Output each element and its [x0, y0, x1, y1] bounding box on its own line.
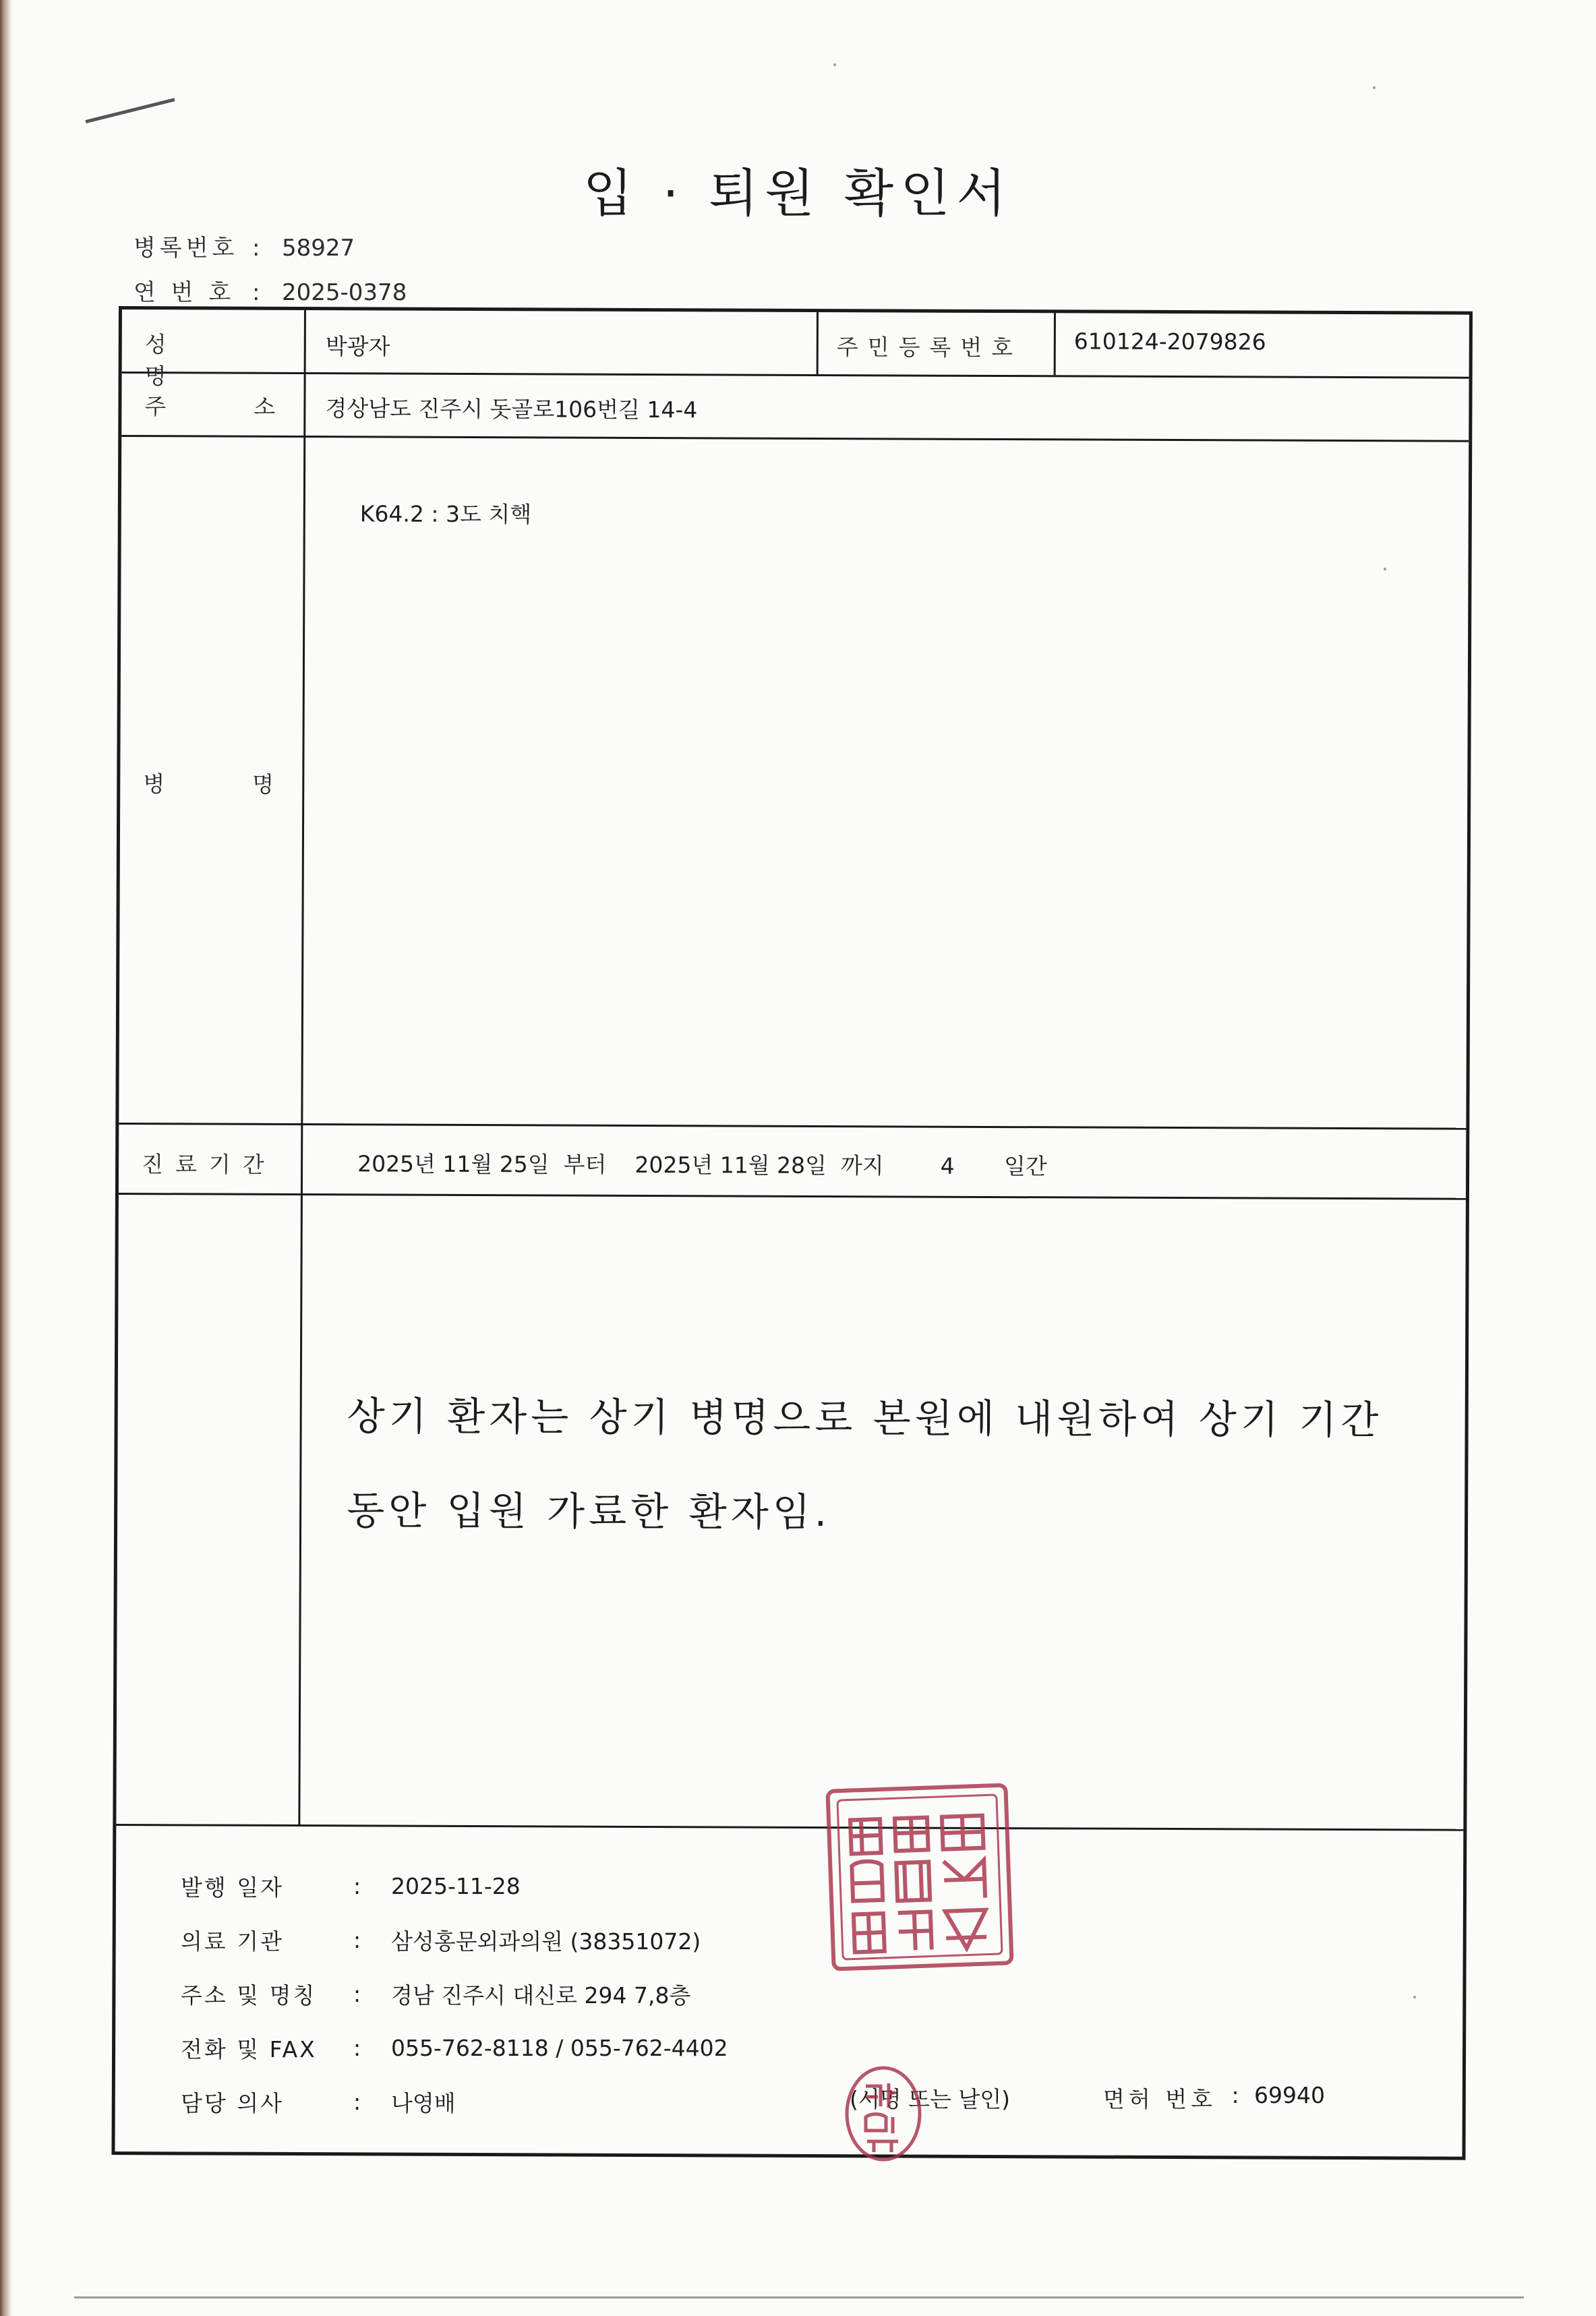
confirmation-statement — [347, 1369, 1383, 1562]
issue-date: 2025-11-28 — [391, 1873, 521, 1899]
row-divider — [122, 372, 1469, 379]
record-number-line: 병록번호 : 58927 — [134, 229, 355, 262]
row-divider — [119, 1193, 1466, 1200]
phone-fax: 055-762-8118 / 055-762-4402 — [391, 2035, 728, 2061]
scan-edge-shadow — [0, 0, 12, 2316]
record-number-label: 병록번호 — [134, 235, 239, 262]
rrn-label: 주민등록번호 — [836, 334, 1023, 361]
statement-line-2: 동안 입원 가료한 환자임. — [347, 1487, 831, 1536]
scan-speck — [1373, 86, 1376, 89]
statement-line-1: 상기 환자는 상기 병명으로 본원에 내원하여 상기 기간 — [347, 1393, 1383, 1444]
institution-name: 삼성홍문외과의원 (38351072) — [391, 1928, 701, 1955]
institution-seal-stamp — [822, 1779, 1017, 1975]
doctor-name: 나영배 — [391, 2090, 456, 2116]
address-label: 주소 — [144, 393, 363, 421]
license-line: 면허 번호 : 69940 — [1103, 2082, 1325, 2112]
period-label: 진료기간 — [142, 1151, 276, 1178]
patient-name: 박광자 — [325, 333, 390, 360]
serial-number-line: 연 번 호 : 2025-0378 — [134, 274, 407, 307]
phone-label: 전화 및 FAX — [181, 2036, 317, 2062]
issuer-address-label: 주소 및 명칭 — [181, 1982, 317, 2009]
record-number: 58927 — [282, 235, 355, 262]
issuer-address-row: 주소 및 명칭 : 경남 진주시 대신로 294 7,8층 — [181, 1978, 690, 2010]
patient-rrn: 610124-2079826 — [1073, 328, 1266, 355]
column-divider — [1054, 313, 1056, 375]
institution-label: 의료 기관 — [181, 1928, 285, 1955]
issue-date-row: 발행 일자 : 2025-11-28 — [181, 1870, 521, 1902]
serial-number-label: 연 번 호 — [134, 279, 235, 306]
doctor-seal-stamp — [841, 2063, 925, 2164]
serial-number: 2025-0378 — [282, 279, 407, 306]
license-number: 69940 — [1254, 2082, 1325, 2108]
treatment-period: 2025년 11월 25일 부터 2025년 11월 28일 까지 4 일간 — [357, 1150, 1047, 1180]
row-divider — [119, 1123, 1466, 1130]
diagnosis-text: K64.2 : 3도 치핵 — [359, 500, 532, 528]
patient-address: 경상남도 진주시 돗골로106번길 14-4 — [325, 395, 698, 423]
license-label: 면허 번호 — [1103, 2086, 1217, 2112]
doctor-row: 담당 의사 : 나영배 — [181, 2086, 456, 2118]
row-divider — [121, 435, 1469, 442]
row-divider — [116, 1824, 1463, 1831]
name-label — [145, 327, 280, 391]
phone-row: 전화 및 FAX : 055-762-8118 / 055-762-4402 — [181, 2032, 728, 2064]
institution-row: 의료 기관 : 삼성홍문외과의원 (38351072) — [181, 1924, 701, 1956]
column-divider — [817, 312, 819, 374]
issuer-address: 경남 진주시 대신로 294 7,8층 — [391, 1982, 691, 2009]
scan-speck — [833, 63, 836, 66]
doctor-label: 담당 의사 — [181, 2090, 285, 2116]
diagnosis-label: 병명 — [143, 771, 362, 798]
document-title: 입 · 퇴원 확인서 — [583, 163, 1013, 223]
pen-mark — [85, 98, 176, 129]
scan-bottom-edge — [74, 2296, 1524, 2298]
signature-note: (서명 또는 날인) — [850, 2086, 1010, 2112]
issue-date-label: 발행 일자 — [181, 1874, 285, 1901]
label-column-divider — [298, 310, 306, 1824]
name-label-text: 성명 — [144, 331, 254, 390]
